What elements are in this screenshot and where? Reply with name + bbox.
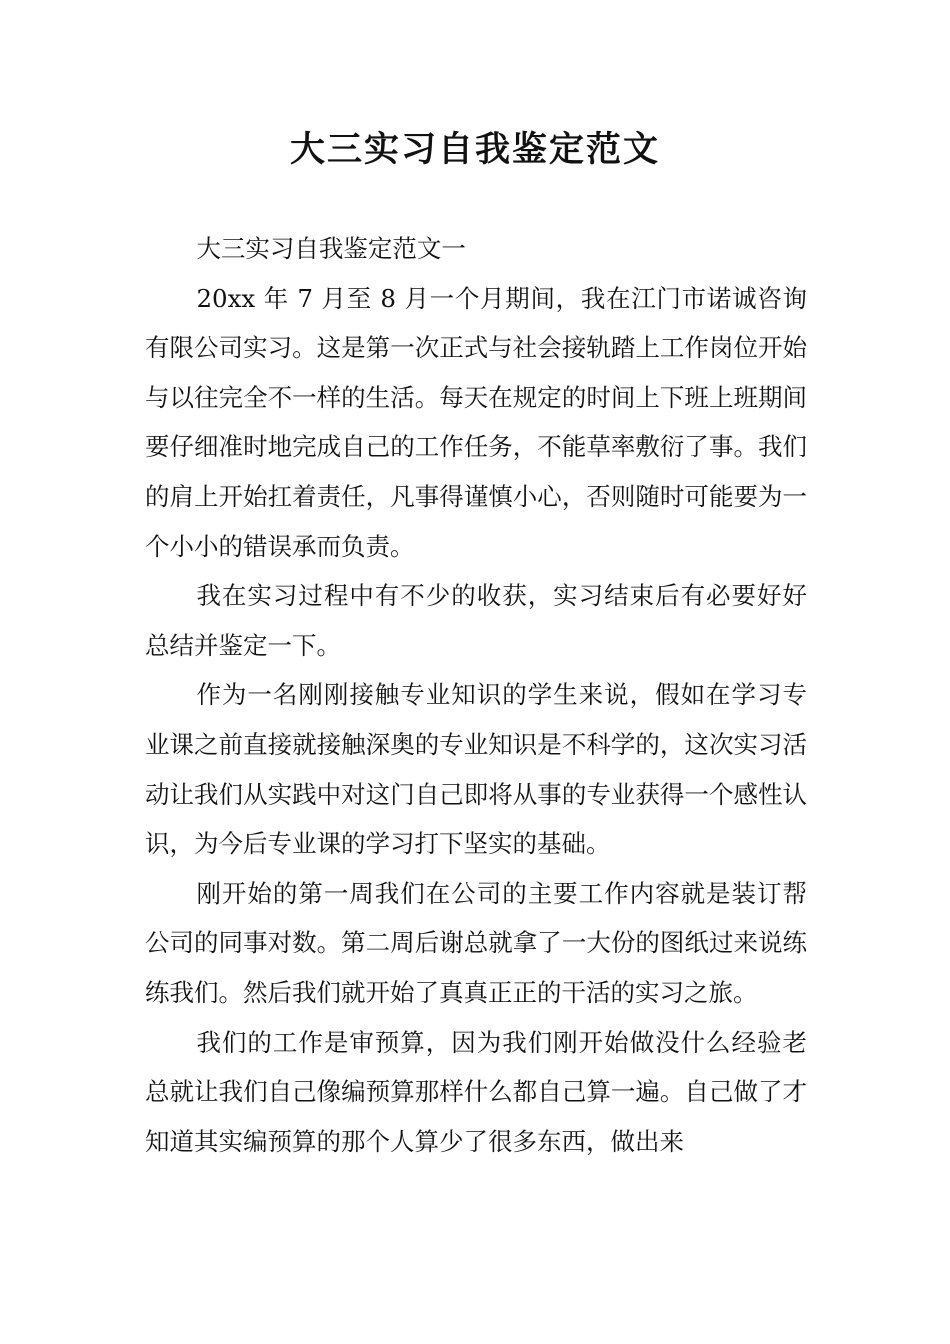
paragraph-first-weeks: 刚开始的第一周我们在公司的主要工作内容就是装订帮公司的同事对数。第二周后谢总就拿了一大份的图纸过来说练练我们。然后我们就开始了真真正正的干活的实习之旅。 — [145, 878, 807, 1007]
document-title: 大三实习自我鉴定范文 — [289, 130, 660, 170]
paragraph-budget-review: 我们的工作是审预算，因为我们刚开始做没什么经验老总就让我们自己像编预算那样什么都自己算一遍。自己做了才知道其实编预算的那个人算少了很多东西，做出来 — [145, 1027, 807, 1156]
paragraph-learning-value: 作为一名刚刚接触专业知识的学生来说，假如在学习专业课之前直接就接触深奥的专业知识是不科学的，这次实习活动让我们从实践中对这门自己即将从事的专业获得一个感性认识，为今后专业课的学习打下坚实的基础。 — [145, 680, 807, 859]
paragraph-subtitle: 大三实习自我鉴定范文一 — [196, 234, 466, 263]
paragraph-summary-intent: 我在实习过程中有不少的收获，实习结束后有必要好好总结并鉴定一下。 — [145, 581, 807, 660]
document-body — [145, 224, 815, 1166]
paragraph-internship-intro: 20xx 年 7 月至 8 月一个月期间，我在江门市诺诚咨询有限公司实习。这是第一次正式与社会接轨踏上工作岗位开始与以往完全不一样的生活。每天在规定的时间上下班上班期间 要仔细准时地完成自己的工作任务，不能草率敷衍了事。我们的肩上开始扛着责任，凡事得谨慎小心，否则随时可能要为一个小小的错误承而负责。 — [145, 283, 815, 561]
